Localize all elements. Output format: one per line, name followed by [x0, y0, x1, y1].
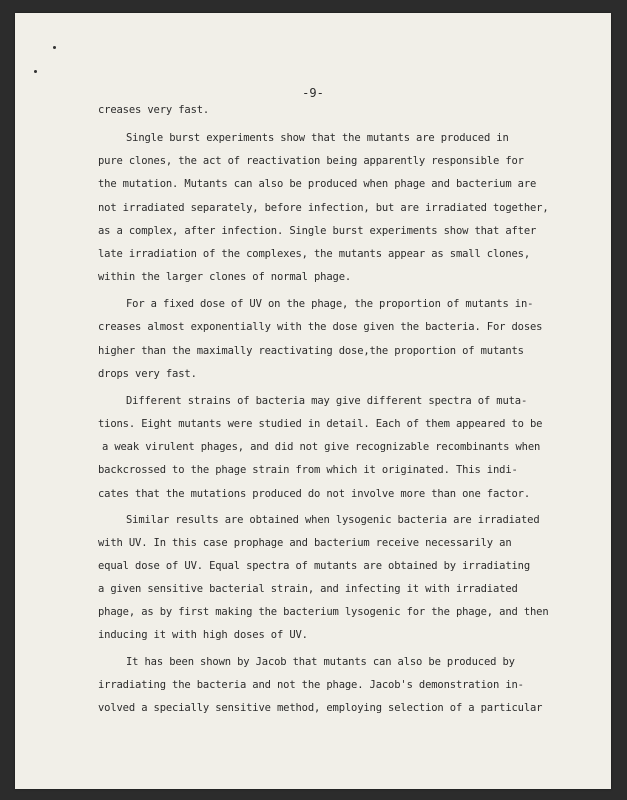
text-line: volved a specially sensitive method, employing selection of a particular [98, 702, 543, 714]
text-line: equal dose of UV. Equal spectra of mutants are obtained by irradiating [98, 560, 531, 572]
text-line: the mutation. Mutants can also be produced when phage and bacterium are [98, 178, 537, 190]
text-line: irradiating the bacteria and not the phage. Jacob's demonstration in- [98, 679, 524, 691]
text-line: Similar results are obtained when lysogenic bacteria are irradiated [126, 514, 540, 526]
text-line: It has been shown by Jacob that mutants can also be produced by [126, 656, 515, 668]
text-line: late irradiation of the complexes, the mutants appear as small clones, [98, 248, 531, 260]
text-line: Single burst experiments show that the mutants are produced in [126, 132, 509, 144]
text-line: For a fixed dose of UV on the phage, the proportion of mutants in- [126, 298, 534, 310]
document-page [15, 13, 611, 789]
text-line: a given sensitive bacterial strain, and infecting it with irradiated [98, 583, 518, 595]
text-line: tions. Eight mutants were studied in detail. Each of them appeared to be [98, 418, 543, 430]
text-line: creases almost exponentially with the dose given the bacteria. For doses [98, 321, 543, 333]
text-line: with UV. In this case prophage and bacterium receive necessarily an [98, 537, 512, 549]
text-line: phage, as by first making the bacterium lysogenic for the phage, and then [98, 606, 549, 618]
binder-hole-mark [53, 46, 56, 49]
text-line: drops very fast. [98, 368, 197, 380]
text-line: cates that the mutations produced do not involve more than one factor. [98, 488, 531, 500]
text-line: Different strains of bacteria may give different spectra of muta- [126, 395, 528, 407]
binder-hole-mark [34, 70, 37, 73]
text-line: backcrossed to the phage strain from which it originated. This indi- [98, 464, 518, 476]
text-line: higher than the maximally reactivating dose,the proportion of mutants [98, 345, 524, 357]
text-line: not irradiated separately, before infection, but are irradiated together, [98, 202, 549, 214]
text-line: inducing it with high doses of UV. [98, 629, 308, 641]
text-line: pure clones, the act of reactivation being apparently responsible for [98, 155, 524, 167]
page-number: -9- [302, 86, 324, 100]
text-line: within the larger clones of normal phage. [98, 271, 352, 283]
text-line: creases very fast. [98, 104, 210, 116]
text-line: as a complex, after infection. Single burst experiments show that after [98, 225, 537, 237]
text-line: a weak virulent phages, and did not give recognizable recombinants when [102, 441, 541, 453]
